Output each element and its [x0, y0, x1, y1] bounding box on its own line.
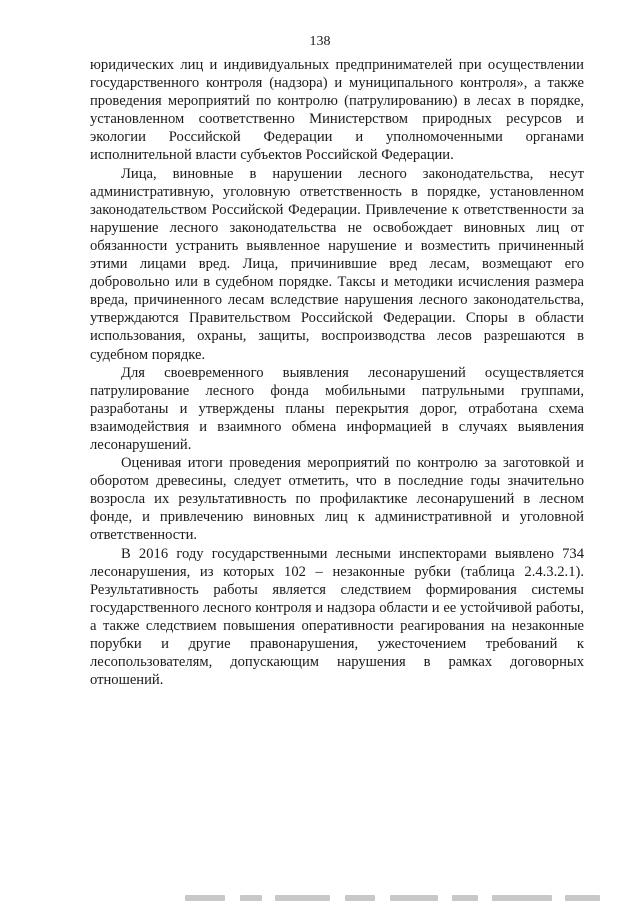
paragraph-5: В 2016 году государственными лесными инспекторами выявлено 734 лесонарушения, из которых 102 – незаконные рубки (таблица 2.4.3.2.1). Результативность работы является следствием формирования системы государственного лесного контроля и надзора области и ее устойчивой работы, а также следствием повышения оперативности реагирования на незаконные порубки и другие правонарушения, ужесточением требований к лесопользователям, допускающим нарушения в рамках договорных отношений.	[90, 545, 584, 689]
page-number: 138	[309, 34, 331, 49]
paragraph-2: Лица, виновные в нарушении лесного законодательства, несут административную, уголовную ответственность в порядке, установленном законодательством Российской Федерации. Привлечение к ответственности за нарушение лесного законодательства не освобождает виновных лиц от обязанности устранить выявленное нарушение и возместить причиненный этими лицами вред. Лица, причинившие вред лесам, возмещают его добровольно или в судебном порядке. Таксы и методики исчисления размера вреда, причиненного лесам вследствие нарушения лесного законодательства, утверждаются Правительством Российской Федерации. Споры в области использования, охраны, защиты, воспроизводства лесов разрешаются в судебном порядке.	[90, 165, 584, 363]
paragraph-4: Оценивая итоги проведения мероприятий по контролю за заготовкой и оборотом древесины, следует отметить, что в последние годы значительно возросла их результативность по профилактике лесонарушений в лесном фонде, и привлечению виновных лиц к административной и уголовной ответственности.	[90, 455, 584, 544]
paragraph-3: Для своевременного выявления лесонарушений осуществляется патрулирование лесного фонда мобильными патрульными группами, разработаны и утверждены планы перекрытия дорог, отработана схема взаимодействия и взаимного обмена информацией в случаях выявления лесонарушений.	[90, 364, 584, 453]
body-text	[90, 56, 584, 689]
paragraph-1: юридических лиц и индивидуальных предпринимателей при осуществлении государственного контроля (надзора) и муниципального контроля», а также проведения мероприятий по контролю (патрулированию) в лесах в порядке, установленном соответственно Министерством природных ресурсов и экологии Российской Федерации и уполномоченными органами исполнительной власти субъектов Российской Федерации.	[90, 57, 584, 164]
footer-scan-artifact	[90, 893, 610, 903]
